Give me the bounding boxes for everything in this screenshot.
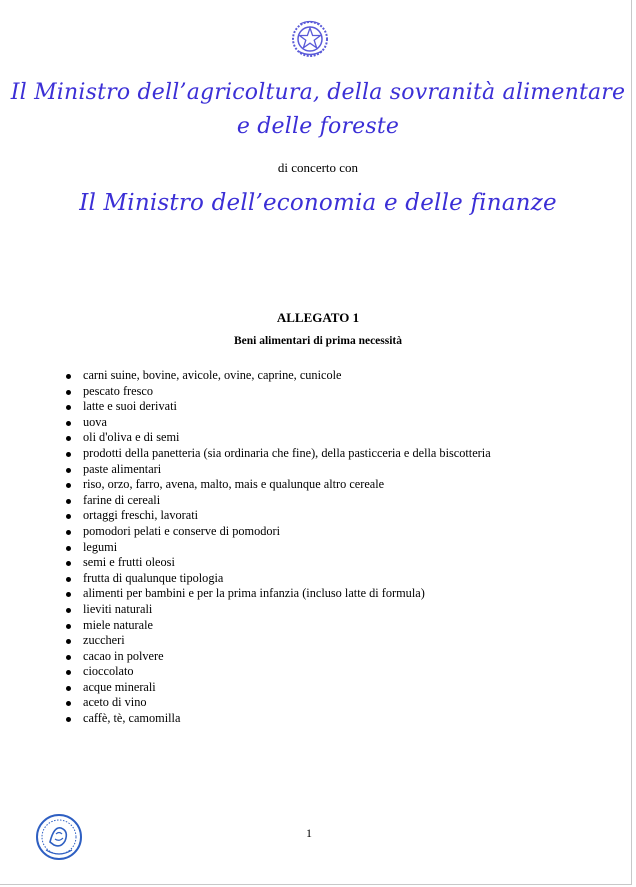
minister-agriculture-title-line-1: Il Ministro dell’agricoltura, della sovranità alimentare bbox=[10, 80, 626, 105]
minister-agriculture-title-line-2: e delle foreste bbox=[236, 114, 400, 139]
list-item-text: ortaggi freschi, lavorati bbox=[83, 508, 199, 523]
bullet-icon bbox=[66, 686, 71, 691]
list-item bbox=[64, 430, 491, 446]
bullet-icon bbox=[66, 452, 71, 457]
italian-republic-emblem-icon bbox=[290, 18, 330, 60]
list-item-text: alimenti per bambini e per la prima infanzia (incluso latte di formula) bbox=[83, 586, 425, 601]
list-item bbox=[64, 540, 491, 556]
list-item bbox=[64, 508, 491, 524]
list-item bbox=[64, 633, 491, 649]
bullet-icon bbox=[66, 655, 71, 660]
list-item bbox=[64, 524, 491, 540]
list-item-text: lieviti naturali bbox=[83, 601, 153, 616]
bullet-icon bbox=[66, 561, 71, 566]
list-item-text: carni suine, bovine, avicole, ovine, caprine, cunicole bbox=[83, 368, 342, 382]
list-item-text: latte e suoi derivati bbox=[83, 399, 177, 414]
list-item bbox=[64, 493, 491, 509]
list-item-text: oli d'oliva e di semi bbox=[83, 430, 180, 445]
list-item bbox=[64, 555, 491, 571]
list-item bbox=[64, 695, 491, 711]
minister-economy-title: Il Ministro dell’economia e delle finanze bbox=[79, 190, 557, 216]
list-item bbox=[64, 446, 491, 462]
list-item bbox=[64, 368, 491, 384]
list-item bbox=[64, 571, 491, 587]
bullet-icon bbox=[66, 546, 71, 551]
bullet-icon bbox=[66, 608, 71, 613]
bullet-icon bbox=[66, 374, 71, 379]
list-item-text: prodotti della panetteria (sia ordinaria che fine), della pasticceria e della biscotteria bbox=[83, 445, 491, 460]
list-item bbox=[64, 664, 491, 680]
list-item bbox=[64, 680, 491, 696]
list-item-text: caffè, tè, camomilla bbox=[83, 711, 181, 726]
list-item-text: legumi bbox=[83, 539, 118, 554]
list-item-text: zuccheri bbox=[83, 633, 125, 648]
bullet-icon bbox=[66, 405, 71, 410]
list-item-text: frutta di qualunque tipologia bbox=[83, 570, 224, 585]
list-item bbox=[64, 384, 491, 400]
bullet-icon bbox=[66, 624, 71, 629]
list-item-text: miele naturale bbox=[83, 617, 153, 632]
list-item-text: pomodori pelati e conserve di pomodori bbox=[83, 523, 281, 538]
bullet-icon bbox=[66, 592, 71, 597]
list-item-text: pescato fresco bbox=[83, 383, 153, 398]
list-item-text: aceto di vino bbox=[83, 695, 147, 710]
page-number: 1 bbox=[306, 826, 312, 840]
list-item bbox=[64, 462, 491, 478]
bullet-icon bbox=[66, 639, 71, 644]
bullet-icon bbox=[66, 483, 71, 488]
food-items-list bbox=[64, 368, 491, 727]
list-item bbox=[64, 711, 491, 727]
allegato-subtitle: Beni alimentari di prima necessità bbox=[233, 335, 402, 347]
bullet-icon bbox=[66, 577, 71, 582]
allegato-title: ALLEGATO 1 bbox=[276, 310, 360, 325]
list-item-text: cacao in polvere bbox=[83, 648, 164, 663]
list-item bbox=[64, 602, 491, 618]
list-item-text: uova bbox=[83, 414, 107, 429]
bullet-icon bbox=[66, 717, 71, 722]
bullet-icon bbox=[66, 530, 71, 535]
bullet-icon bbox=[66, 436, 71, 441]
concerto-label: di concerto con bbox=[277, 160, 359, 175]
bullet-icon bbox=[66, 499, 71, 504]
list-item-text: semi e frutti oleosi bbox=[83, 555, 175, 570]
list-item bbox=[64, 477, 491, 493]
list-item bbox=[64, 649, 491, 665]
list-item bbox=[64, 415, 491, 431]
ministry-stamp-icon bbox=[34, 812, 84, 862]
list-item-text: farine di cereali bbox=[83, 492, 161, 507]
list-item bbox=[64, 586, 491, 602]
list-item-text: cioccolato bbox=[83, 664, 134, 679]
bullet-icon bbox=[66, 701, 71, 706]
list-item-text: acque minerali bbox=[83, 679, 156, 694]
bullet-icon bbox=[66, 670, 71, 675]
list-item-text: paste alimentari bbox=[83, 461, 162, 476]
bullet-icon bbox=[66, 421, 71, 426]
list-item bbox=[64, 399, 491, 415]
list-item bbox=[64, 618, 491, 634]
bullet-icon bbox=[66, 514, 71, 519]
bullet-icon bbox=[66, 390, 71, 395]
bullet-icon bbox=[66, 468, 71, 473]
list-item-text: riso, orzo, farro, avena, malto, mais e qualunque altro cereale bbox=[83, 477, 385, 492]
